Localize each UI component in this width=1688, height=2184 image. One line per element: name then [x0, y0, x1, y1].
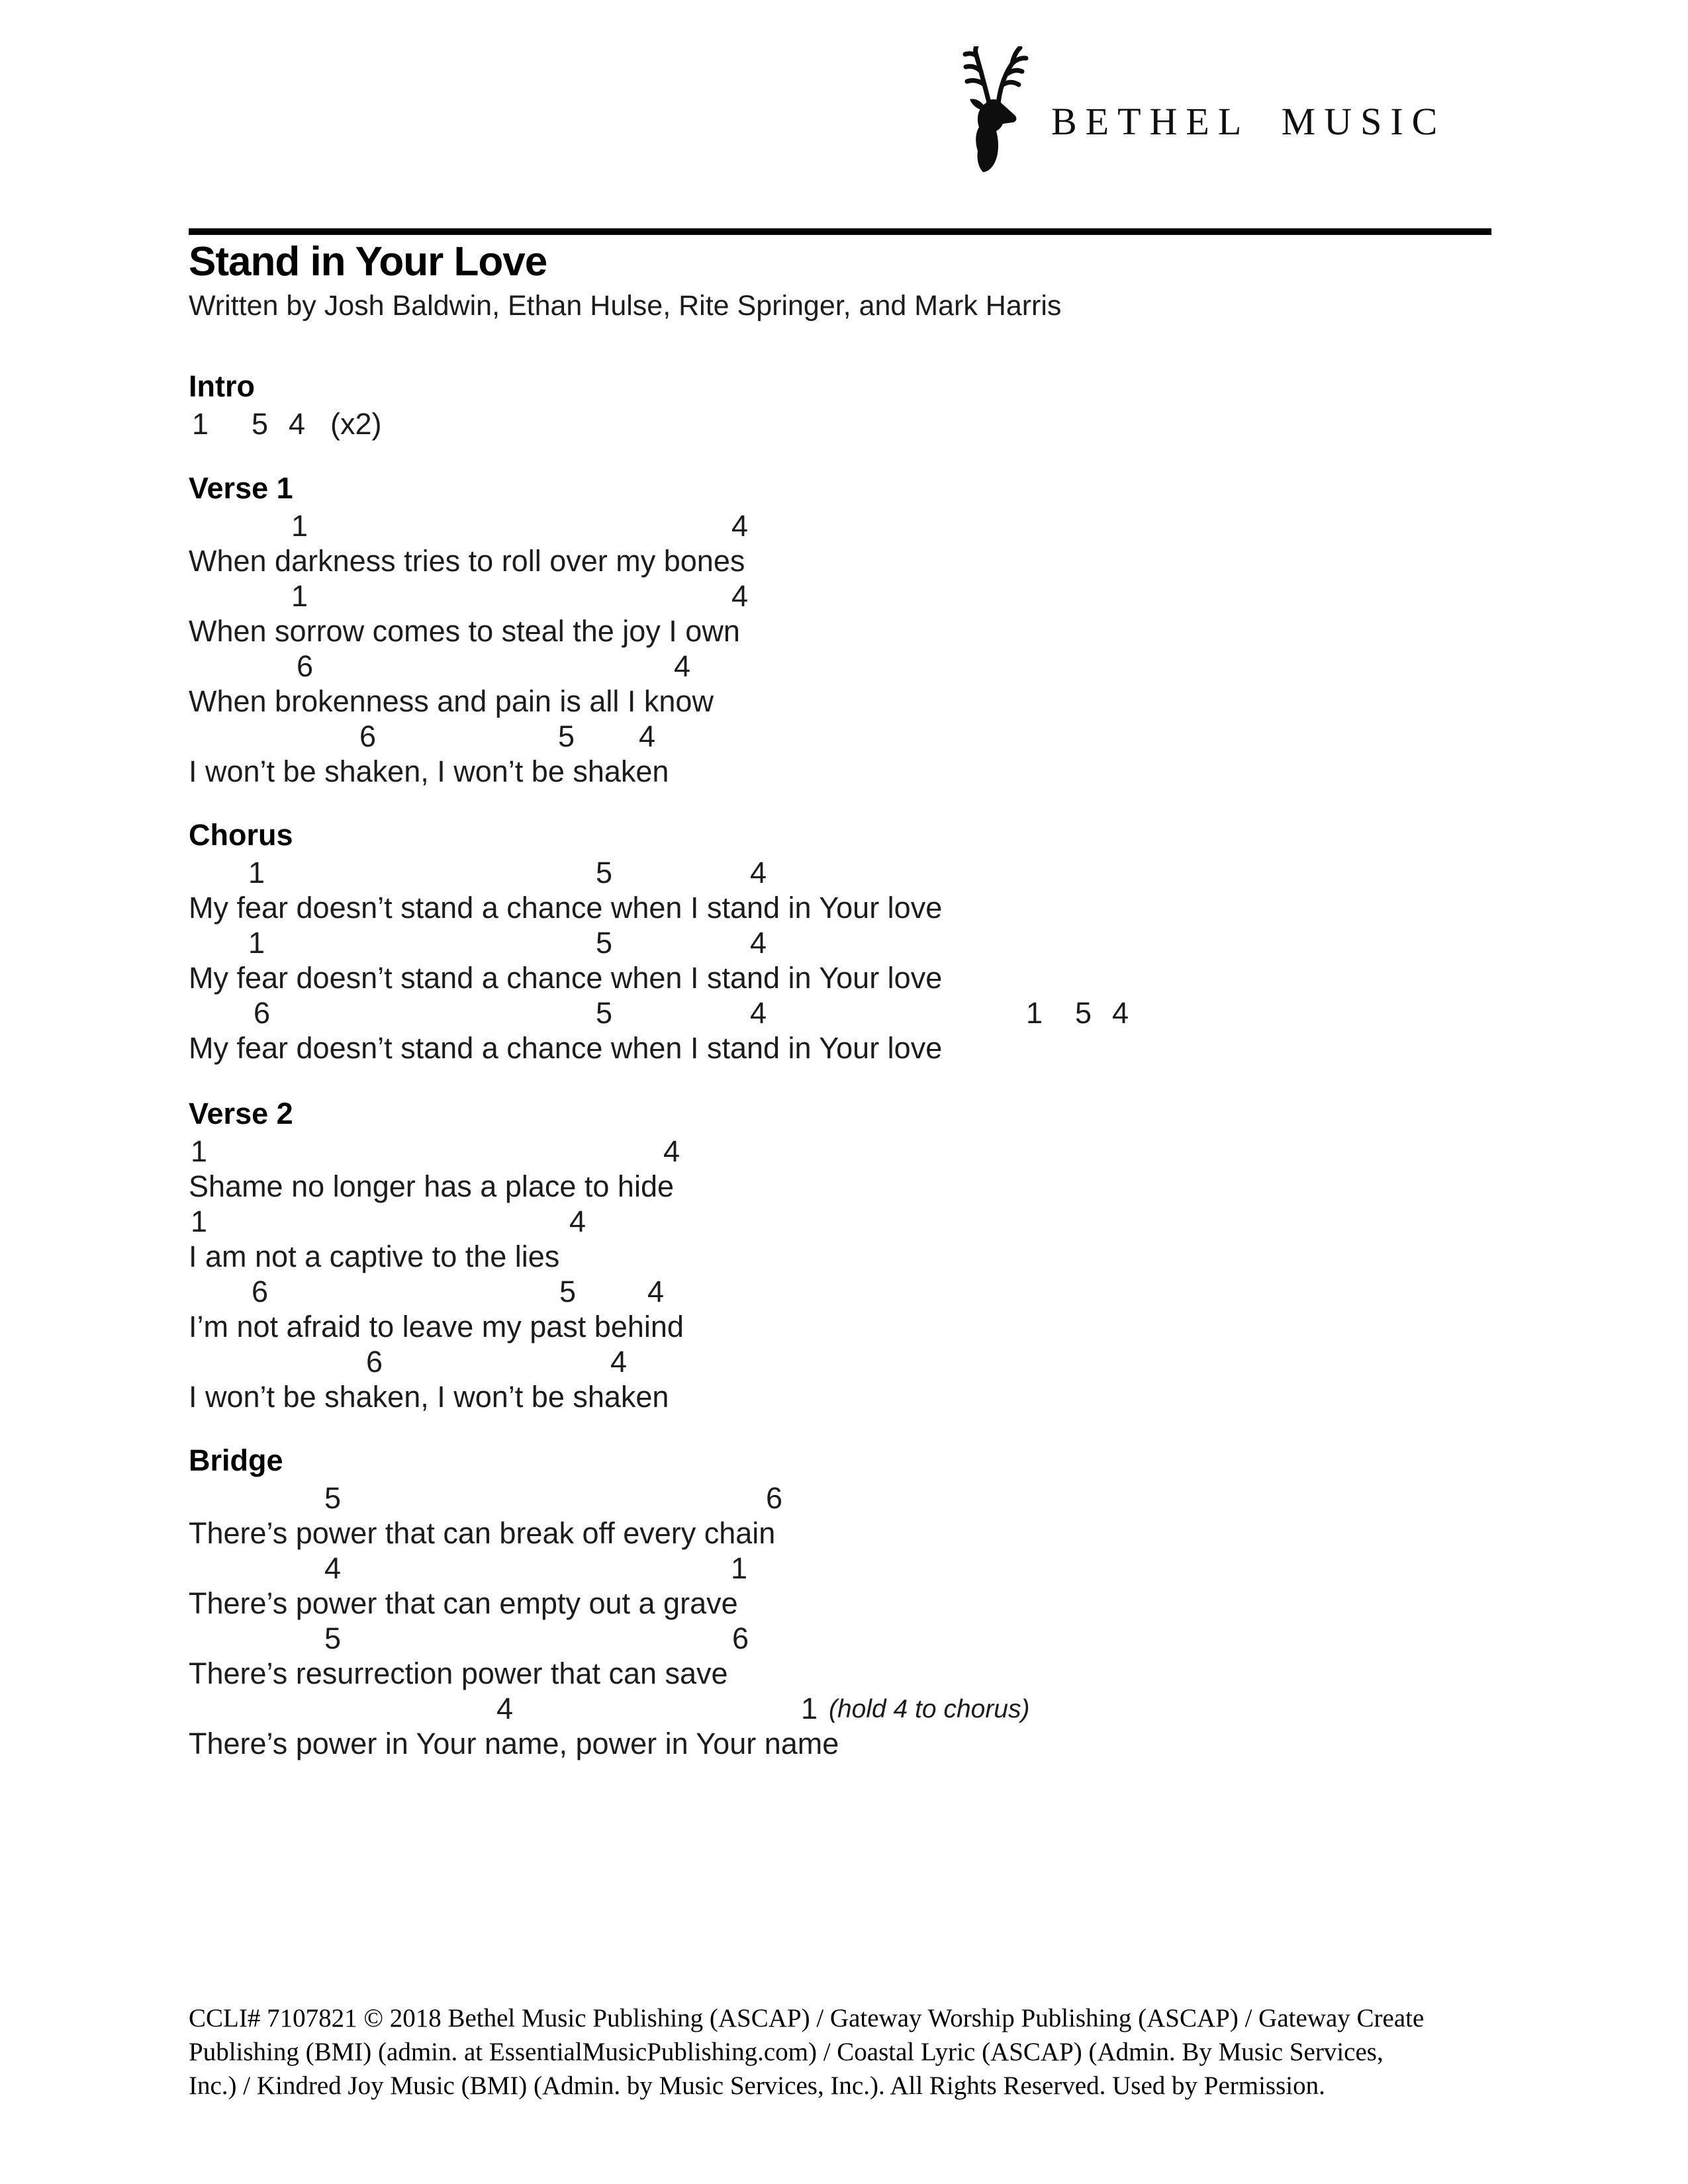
chord-number: 4 — [496, 1692, 514, 1725]
lyric-line: There’s resurrection power that can save — [189, 1657, 728, 1690]
chord-number: 4 — [639, 719, 656, 753]
chord-line — [189, 509, 1546, 544]
chord-number: 6 — [297, 649, 314, 683]
chord-line — [189, 649, 1546, 684]
chord-number: 5 — [324, 1481, 342, 1515]
chord-line — [189, 407, 1546, 442]
song-byline: Written by Josh Baldwin, Ethan Hulse, Rite Springer, and Mark Harris — [189, 290, 1062, 322]
footer-line: Inc.) / Kindred Joy Music (BMI) (Admin. by Music Services, Inc.). All Rights Reserved. Used by Permission. — [189, 2071, 1325, 2100]
deer-antlers-icon — [951, 46, 1036, 173]
chord-number: 6 — [766, 1481, 783, 1515]
chord-number: 5 — [596, 926, 613, 960]
chord-number: 4 — [674, 649, 691, 683]
chord-number: 4 — [289, 407, 306, 441]
lyric-line: My fear doesn’t stand a chance when I stand in Your love — [189, 961, 943, 995]
footer-line: Publishing (BMI) (admin. at EssentialMusicPublishing.com) / Coastal Lyric (ASCAP) (Admin. By Music Services, — [189, 2038, 1383, 2066]
lyric-line: When sorrow comes to steal the joy I own — [189, 614, 740, 648]
lyric-line: There’s power that can empty out a grave — [189, 1586, 738, 1620]
chord-number: 4 — [663, 1134, 680, 1168]
lyric-line: There’s power that can break off every chain — [189, 1516, 776, 1550]
chord-number: 6 — [359, 719, 377, 753]
lyric-line: My fear doesn’t stand a chance when I stand in Your love — [189, 1031, 943, 1065]
footer-line: CCLI# 7107821 © 2018 Bethel Music Publishing (ASCAP) / Gateway Worship Publishing (ASCAP) / Gateway Create — [189, 2004, 1425, 2032]
copyright-footer — [189, 2001, 1519, 2103]
chord-number: 1 — [291, 509, 308, 543]
chord-number: 4 — [569, 1205, 586, 1238]
lyric-line: Shame no longer has a place to hide — [189, 1169, 675, 1203]
chord-number: 4 — [324, 1551, 342, 1585]
song-title: Stand in Your Love — [189, 239, 547, 285]
section-chorus — [189, 818, 1546, 1066]
chord-line — [189, 926, 1546, 961]
chord-number: 4 — [731, 579, 749, 613]
chord-number: 4 — [750, 926, 767, 960]
section-label: Verse 1 — [189, 471, 293, 505]
section-label: Chorus — [189, 818, 293, 852]
lyric-line: I am not a captive to the lies — [189, 1240, 560, 1273]
chord-number: 5 — [1075, 996, 1092, 1030]
chord-number: 1 — [192, 407, 209, 441]
chord-number: 5 — [596, 996, 613, 1030]
section-label: Bridge — [189, 1443, 283, 1477]
chord-line — [189, 1481, 1546, 1516]
chord-number: 6 — [366, 1345, 383, 1379]
brand-name: BETHEL MUSIC — [1051, 100, 1446, 143]
chord-line — [189, 1205, 1546, 1240]
chord-number: 1 — [191, 1134, 208, 1168]
chord-number: 5 — [324, 1621, 342, 1655]
chord-number: 1 — [731, 1551, 748, 1585]
lyric-line: When brokenness and pain is all I know — [189, 684, 714, 718]
lyric-line: When darkness tries to roll over my bones — [189, 544, 745, 578]
chord-number: 5 — [558, 719, 575, 753]
chord-number: 4 — [750, 996, 767, 1030]
lyric-line: I’m not afraid to leave my past behind — [189, 1310, 684, 1343]
section-bridge — [189, 1443, 1546, 1762]
section-verse-2 — [189, 1097, 1546, 1415]
chord-number: 4 — [647, 1275, 665, 1308]
chord-number: 5 — [596, 856, 613, 889]
chord-number: 4 — [750, 856, 767, 889]
chord-number: 1 — [291, 579, 308, 613]
chord-line — [189, 1345, 1546, 1380]
section-verse-1 — [189, 471, 1546, 790]
chord-line — [189, 856, 1546, 891]
section-label: Verse 2 — [189, 1097, 293, 1130]
header-rule — [189, 228, 1491, 235]
chord-number: 6 — [254, 996, 271, 1030]
chord-number: 1 — [1026, 996, 1043, 1030]
chord-note: (hold 4 to chorus) — [829, 1695, 1030, 1723]
chord-number: 4 — [610, 1345, 628, 1379]
chord-number: 6 — [252, 1275, 269, 1308]
chord-line — [189, 1275, 1546, 1310]
chord-number: 4 — [731, 509, 749, 543]
chord-number: (x2) — [330, 407, 382, 441]
chord-number: 1 — [248, 856, 265, 889]
lyric-line: I won’t be shaken, I won’t be shaken — [189, 754, 669, 788]
chord-line — [189, 1134, 1546, 1169]
chord-number: 6 — [732, 1621, 749, 1655]
lyric-line: There’s power in Your name, power in Your name — [189, 1727, 839, 1760]
lyric-line: I won’t be shaken, I won’t be shaken — [189, 1380, 669, 1414]
chord-line — [189, 1621, 1546, 1657]
chord-number: 1 — [191, 1205, 208, 1238]
chord-line — [189, 1692, 1546, 1727]
chord-line — [189, 719, 1546, 754]
lyric-line: My fear doesn’t stand a chance when I stand in Your love — [189, 891, 943, 925]
section-label: Intro — [189, 369, 255, 403]
chord-number: 4 — [1112, 996, 1129, 1030]
chord-number: 5 — [559, 1275, 577, 1308]
chord-line — [189, 579, 1546, 614]
chord-line — [189, 1551, 1546, 1586]
chord-number: 5 — [252, 407, 269, 441]
section-intro — [189, 369, 1546, 442]
chord-line — [189, 996, 1546, 1031]
chord-number: 1 — [248, 926, 265, 960]
chord-number: 1 — [801, 1692, 818, 1725]
